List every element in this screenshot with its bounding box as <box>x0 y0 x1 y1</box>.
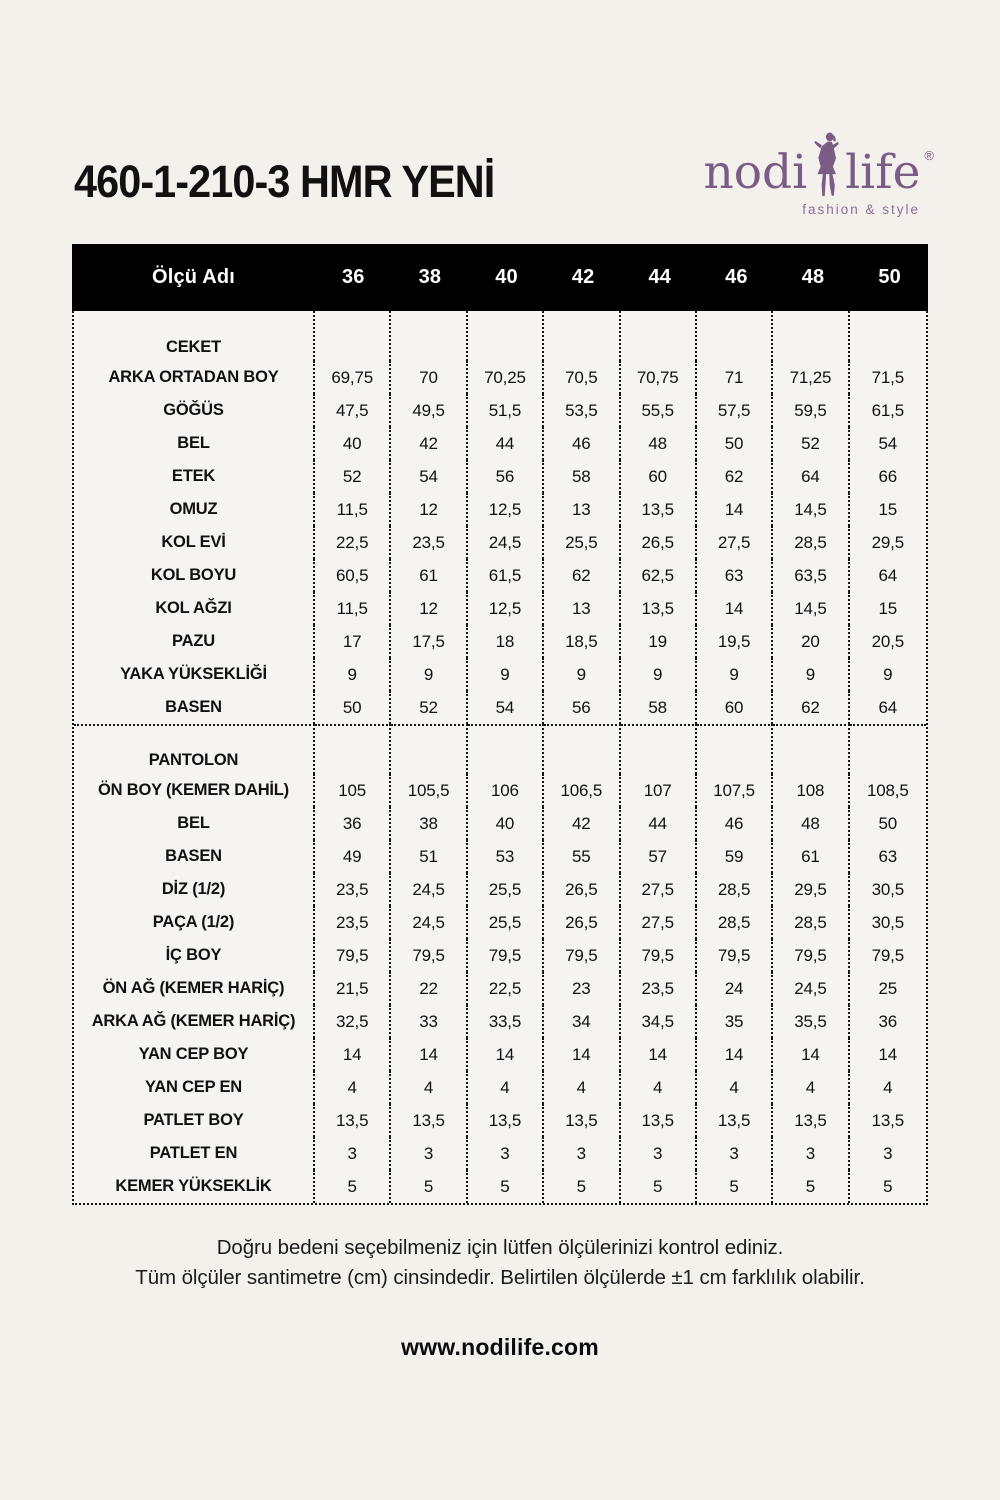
row-label: YAN CEP BOY <box>74 1038 315 1071</box>
size-value: 12 <box>391 592 467 625</box>
size-value: 71,25 <box>773 361 849 394</box>
size-value: 52 <box>315 460 391 493</box>
size-value: 28,5 <box>773 906 849 939</box>
empty-cell <box>468 311 544 361</box>
size-value: 58 <box>544 460 620 493</box>
size-value: 63 <box>697 559 773 592</box>
size-value: 40 <box>468 807 544 840</box>
size-value: 5 <box>391 1170 467 1203</box>
empty-cell <box>544 724 620 774</box>
size-value: 44 <box>621 807 697 840</box>
empty-cell <box>621 724 697 774</box>
size-value: 14 <box>544 1038 620 1071</box>
empty-cell <box>850 724 926 774</box>
size-value: 5 <box>883 1177 893 1196</box>
row-label: KEMER YÜKSEKLİK <box>74 1170 315 1203</box>
size-value: 58 <box>621 691 697 724</box>
size-value: 4 <box>621 1071 697 1104</box>
size-value: 79,5 <box>871 946 904 965</box>
size-value: 64 <box>878 566 898 585</box>
size-value: 34 <box>544 1005 620 1038</box>
size-value: 26,5 <box>544 906 620 939</box>
size-value: 5 <box>621 1170 697 1203</box>
size-value: 23,5 <box>315 873 391 906</box>
size-column-header: 48 <box>801 266 825 288</box>
size-column-header: 38 <box>418 266 442 288</box>
size-value: 44 <box>468 427 544 460</box>
size-value: 5 <box>544 1170 620 1203</box>
size-value: 50 <box>878 814 898 833</box>
size-value: 24,5 <box>391 873 467 906</box>
size-value: 9 <box>468 658 544 691</box>
size-value: 46 <box>544 427 620 460</box>
size-value: 17,5 <box>391 625 467 658</box>
measure-name-column-header: Ölçü Adı <box>151 266 236 288</box>
size-value: 13 <box>544 493 620 526</box>
brand-tagline: fashion & style <box>802 202 920 217</box>
size-value: 70,25 <box>468 361 544 394</box>
size-value: 13 <box>544 592 620 625</box>
size-value: 42 <box>544 807 620 840</box>
empty-cell <box>391 311 467 361</box>
size-value: 30,5 <box>871 880 904 899</box>
size-value: 60 <box>697 691 773 724</box>
note-line-1: Doğru bedeni seçebilmeniz için lütfen ölçülerinizi kontrol ediniz. <box>216 1236 784 1259</box>
size-column-header: 36 <box>341 266 365 288</box>
size-value: 35,5 <box>773 1005 849 1038</box>
size-value: 14 <box>315 1038 391 1071</box>
logo-word-life: life <box>845 145 921 200</box>
size-value: 108,5 <box>867 781 909 800</box>
size-column-header: 44 <box>648 266 672 288</box>
row-label: ÖN BOY (KEMER DAHİL) <box>74 774 315 807</box>
size-value: 63 <box>878 847 898 866</box>
size-value: 70,75 <box>621 361 697 394</box>
size-value: 12,5 <box>468 592 544 625</box>
size-value: 79,5 <box>315 939 391 972</box>
row-label: PATLET EN <box>74 1137 315 1170</box>
size-value: 12 <box>391 493 467 526</box>
size-value: 36 <box>878 1012 898 1031</box>
size-value: 60 <box>621 460 697 493</box>
size-value: 42 <box>391 427 467 460</box>
section-title: CEKET <box>74 311 315 361</box>
size-value: 5 <box>773 1170 849 1203</box>
size-value: 28,5 <box>773 526 849 559</box>
row-label: PAÇA (1/2) <box>74 906 315 939</box>
size-value: 3 <box>544 1137 620 1170</box>
size-value: 14 <box>773 1038 849 1071</box>
size-value: 61 <box>391 559 467 592</box>
size-value: 108 <box>773 774 849 807</box>
brand-logo <box>690 132 934 217</box>
size-value: 13,5 <box>621 592 697 625</box>
size-value: 38 <box>391 807 467 840</box>
size-value: 9 <box>391 658 467 691</box>
size-value: 62,5 <box>621 559 697 592</box>
size-value: 14 <box>391 1038 467 1071</box>
size-value: 61,5 <box>871 401 904 420</box>
row-label: PAZU <box>74 625 315 658</box>
size-value: 54 <box>391 460 467 493</box>
size-value: 59 <box>697 840 773 873</box>
empty-cell <box>850 311 926 361</box>
size-value: 13,5 <box>468 1104 544 1137</box>
size-value: 21,5 <box>315 972 391 1005</box>
row-label: KOL BOYU <box>74 559 315 592</box>
size-value: 24,5 <box>391 906 467 939</box>
empty-cell <box>544 311 620 361</box>
size-value: 79,5 <box>544 939 620 972</box>
row-label: BASEN <box>74 840 315 873</box>
size-value: 25,5 <box>544 526 620 559</box>
size-value: 69,75 <box>315 361 391 394</box>
size-value: 11,5 <box>315 592 391 625</box>
page-header <box>0 0 1000 240</box>
size-column-header: 40 <box>495 266 518 288</box>
size-value: 53,5 <box>544 394 620 427</box>
logo-word-nodi: nodi <box>703 145 808 200</box>
size-value: 33 <box>391 1005 467 1038</box>
size-value: 14 <box>697 592 773 625</box>
row-label: GÖĞÜS <box>74 394 315 427</box>
size-value: 57,5 <box>697 394 773 427</box>
size-value: 9 <box>315 658 391 691</box>
size-value: 30,5 <box>871 913 904 932</box>
row-label: YAKA YÜKSEKLİĞİ <box>74 658 315 691</box>
size-value: 23,5 <box>315 906 391 939</box>
size-value: 48 <box>621 427 697 460</box>
size-value: 54 <box>878 434 898 453</box>
size-value: 14,5 <box>773 493 849 526</box>
size-value: 54 <box>468 691 544 724</box>
size-value: 4 <box>697 1071 773 1104</box>
size-value: 79,5 <box>773 939 849 972</box>
empty-cell <box>773 724 849 774</box>
row-label: ETEK <box>74 460 315 493</box>
section-title: PANTOLON <box>74 724 315 774</box>
empty-cell <box>468 724 544 774</box>
size-value: 23 <box>544 972 620 1005</box>
size-value: 13,5 <box>871 1111 904 1130</box>
size-value: 19,5 <box>697 625 773 658</box>
size-value: 79,5 <box>468 939 544 972</box>
size-value: 29,5 <box>871 533 904 552</box>
size-value: 64 <box>878 698 898 717</box>
row-label: BASEN <box>74 691 315 724</box>
size-value: 51 <box>391 840 467 873</box>
size-value: 18,5 <box>544 625 620 658</box>
row-label: KOL AĞZI <box>74 592 315 625</box>
size-value: 14 <box>697 1038 773 1071</box>
size-value: 35 <box>697 1005 773 1038</box>
size-value: 106 <box>468 774 544 807</box>
row-label: BEL <box>74 427 315 460</box>
size-value: 25,5 <box>468 873 544 906</box>
size-value: 79,5 <box>391 939 467 972</box>
size-value: 5 <box>697 1170 773 1203</box>
size-value: 13,5 <box>697 1104 773 1137</box>
size-value: 13,5 <box>391 1104 467 1137</box>
empty-cell <box>773 311 849 361</box>
size-value: 14 <box>621 1038 697 1071</box>
size-value: 56 <box>468 460 544 493</box>
empty-cell <box>391 724 467 774</box>
row-label: DİZ (1/2) <box>74 873 315 906</box>
size-value: 71,5 <box>871 368 904 387</box>
size-value: 25,5 <box>468 906 544 939</box>
note-line-2: Tüm ölçüler santimetre (cm) cinsindedir. Belirtilen ölçülerde ±1 cm farklılık olabilir. <box>135 1265 865 1289</box>
size-value: 50 <box>315 691 391 724</box>
row-label: ÖN AĞ (KEMER HARİÇ) <box>74 972 315 1005</box>
size-value: 56 <box>544 691 620 724</box>
size-value: 4 <box>544 1071 620 1104</box>
size-value: 9 <box>544 658 620 691</box>
size-value: 28,5 <box>697 873 773 906</box>
size-value: 105 <box>315 774 391 807</box>
size-value: 107 <box>621 774 697 807</box>
size-value: 27,5 <box>697 526 773 559</box>
size-value: 3 <box>773 1137 849 1170</box>
size-value: 49 <box>315 840 391 873</box>
size-value: 34,5 <box>621 1005 697 1038</box>
size-value: 40 <box>315 427 391 460</box>
size-value: 4 <box>391 1071 467 1104</box>
size-value: 57 <box>621 840 697 873</box>
size-value: 20,5 <box>871 632 904 651</box>
size-value: 60,5 <box>315 559 391 592</box>
size-value: 9 <box>621 658 697 691</box>
size-value: 18 <box>468 625 544 658</box>
row-label: OMUZ <box>74 493 315 526</box>
registered-trademark-icon: ® <box>924 148 934 163</box>
size-value: 36 <box>315 807 391 840</box>
empty-cell <box>697 311 773 361</box>
empty-cell <box>697 724 773 774</box>
row-label: KOL EVİ <box>74 526 315 559</box>
empty-cell <box>315 311 391 361</box>
size-value: 5 <box>468 1170 544 1203</box>
size-column-header: 50 <box>878 266 902 288</box>
size-value: 22,5 <box>315 526 391 559</box>
size-value: 51,5 <box>468 394 544 427</box>
size-value: 13,5 <box>621 1104 697 1137</box>
size-value: 29,5 <box>773 873 849 906</box>
size-value: 4 <box>468 1071 544 1104</box>
empty-cell <box>621 311 697 361</box>
size-value: 3 <box>468 1137 544 1170</box>
size-value: 70 <box>391 361 467 394</box>
size-value: 3 <box>621 1137 697 1170</box>
size-table <box>72 244 928 1205</box>
size-value: 4 <box>315 1071 391 1104</box>
size-value: 17 <box>315 625 391 658</box>
size-table-body <box>72 311 928 1205</box>
row-label: YAN CEP EN <box>74 1071 315 1104</box>
size-value: 24,5 <box>773 972 849 1005</box>
size-value: 107,5 <box>697 774 773 807</box>
size-value: 9 <box>697 658 773 691</box>
size-value: 63,5 <box>773 559 849 592</box>
size-value: 25 <box>878 979 898 998</box>
size-value: 14 <box>468 1038 544 1071</box>
size-value: 14,5 <box>773 592 849 625</box>
size-value: 53 <box>468 840 544 873</box>
size-value: 13,5 <box>621 493 697 526</box>
size-value: 47,5 <box>315 394 391 427</box>
size-value: 105,5 <box>391 774 467 807</box>
size-value: 55 <box>544 840 620 873</box>
size-value: 14 <box>697 493 773 526</box>
size-value: 55,5 <box>621 394 697 427</box>
size-value: 66 <box>878 467 898 486</box>
size-column-header: 42 <box>571 266 595 288</box>
size-value: 15 <box>878 599 898 618</box>
size-value: 106,5 <box>544 774 620 807</box>
empty-cell <box>315 724 391 774</box>
size-value: 15 <box>878 500 898 519</box>
row-label: ARKA ORTADAN BOY <box>74 361 315 394</box>
size-value: 48 <box>773 807 849 840</box>
website-url: www.nodilife.com <box>401 1334 599 1361</box>
size-value: 61 <box>773 840 849 873</box>
size-value: 22 <box>391 972 467 1005</box>
size-value: 52 <box>773 427 849 460</box>
size-value: 24,5 <box>468 526 544 559</box>
size-value: 9 <box>773 658 849 691</box>
woman-silhouette-icon <box>810 132 844 198</box>
size-value: 3 <box>697 1137 773 1170</box>
size-value: 26,5 <box>621 526 697 559</box>
size-value: 62 <box>544 559 620 592</box>
size-value: 50 <box>697 427 773 460</box>
size-value: 64 <box>773 460 849 493</box>
size-value: 5 <box>315 1170 391 1203</box>
size-value: 23,5 <box>391 526 467 559</box>
size-value: 13,5 <box>544 1104 620 1137</box>
row-label: İÇ BOY <box>74 939 315 972</box>
size-value: 4 <box>883 1078 893 1097</box>
size-table-head <box>72 244 928 311</box>
size-value: 62 <box>773 691 849 724</box>
size-value: 3 <box>315 1137 391 1170</box>
size-value: 14 <box>878 1045 898 1064</box>
measurement-note <box>0 1233 1000 1292</box>
size-value: 59,5 <box>773 394 849 427</box>
size-value: 3 <box>883 1144 893 1163</box>
size-value: 70,5 <box>544 361 620 394</box>
size-value: 19 <box>621 625 697 658</box>
size-value: 33,5 <box>468 1005 544 1038</box>
size-value: 62 <box>697 460 773 493</box>
size-value: 27,5 <box>621 906 697 939</box>
size-value: 4 <box>773 1071 849 1104</box>
size-value: 20 <box>773 625 849 658</box>
size-value: 11,5 <box>315 493 391 526</box>
size-value: 9 <box>883 665 893 684</box>
size-value: 13,5 <box>773 1104 849 1137</box>
row-label: ARKA AĞ (KEMER HARİÇ) <box>74 1005 315 1038</box>
size-value: 12,5 <box>468 493 544 526</box>
size-value: 71 <box>697 361 773 394</box>
size-value: 23,5 <box>621 972 697 1005</box>
size-value: 61,5 <box>468 559 544 592</box>
row-label: BEL <box>74 807 315 840</box>
size-value: 32,5 <box>315 1005 391 1038</box>
size-value: 22,5 <box>468 972 544 1005</box>
size-column-header: 46 <box>725 266 748 288</box>
size-value: 24 <box>697 972 773 1005</box>
size-value: 49,5 <box>391 394 467 427</box>
row-label: PATLET BOY <box>74 1104 315 1137</box>
size-value: 27,5 <box>621 873 697 906</box>
size-value: 79,5 <box>697 939 773 972</box>
size-value: 13,5 <box>315 1104 391 1137</box>
size-value: 3 <box>391 1137 467 1170</box>
size-value: 28,5 <box>697 906 773 939</box>
product-code-title: 460-1-210-3 HMR YENİ <box>74 156 495 207</box>
size-value: 79,5 <box>621 939 697 972</box>
size-value: 46 <box>697 807 773 840</box>
size-value: 52 <box>391 691 467 724</box>
size-value: 26,5 <box>544 873 620 906</box>
